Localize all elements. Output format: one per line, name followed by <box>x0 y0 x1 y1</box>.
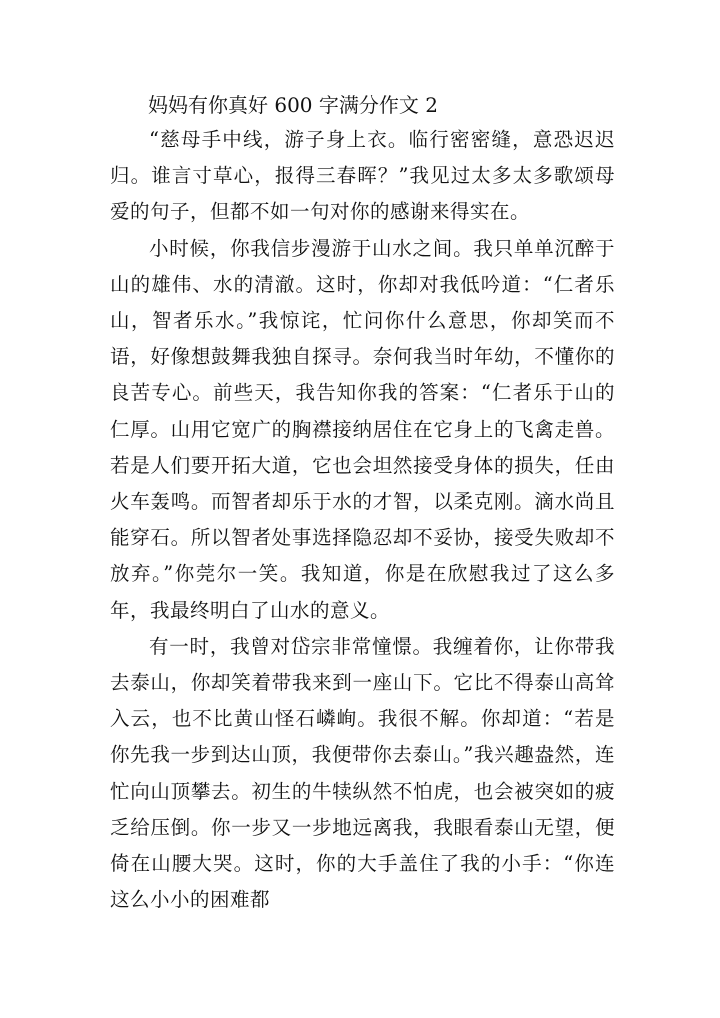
paragraph-1: “慈母手中线，游子身上衣。临行密密缝，意恐迟迟归。谁言寸草心，报得三春晖？”我见过太多太多歌颂母爱的句子，但都不如一句对你的感谢来得实在。 <box>110 128 615 224</box>
paragraph-3: 有一时，我曾对岱宗非常憧憬。我缠着你，让你带我去泰山，你却笑着带我来到一座山下。它比不得泰山高耸入云，也不比黄山怪石嶙峋。我很不解。你却道：“若是你先我一步到达山顶，我便带你去泰山。”我兴趣盎然，连忙向山顶攀去。初生的牛犊纵然不怕虎，也会被突如的疲乏给压倒。你一步又一步地远离我，我眼看泰山无望，便倚在山腰大哭。这时，你的大手盖住了我的小手：“你连这么小小的困难都 <box>110 634 615 912</box>
document-title: 妈妈有你真好 600 字满分作文 2 <box>148 93 438 117</box>
paragraph-2: 小时候，你我信步漫游于山水之间。我只单单沉醉于山的雄伟、水的清澈。这时，你却对我低吟道：“仁者乐山，智者乐水。”我惊诧，忙问你什么意思，你却笑而不语，好像想鼓舞我独自探寻。奈何我当时年幼，不懂你的良苦专心。前些天，我告知你我的答案：“仁者乐于山的仁厚。山用它宽广的胸襟接纳居住在它身上的飞禽走兽。若是人们要开拓大道，它也会坦然接受身体的损失，任由火车轰鸣。而智者却乐于水的才智，以柔克刚。滴水尚且能穿石。所以智者处事选择隐忍却不妥协，接受失败却不放弃。”你莞尔一笑。我知道，你是在欣慰我过了这么多年，我最终明白了山水的意义。 <box>110 236 615 622</box>
document-page <box>110 88 615 918</box>
